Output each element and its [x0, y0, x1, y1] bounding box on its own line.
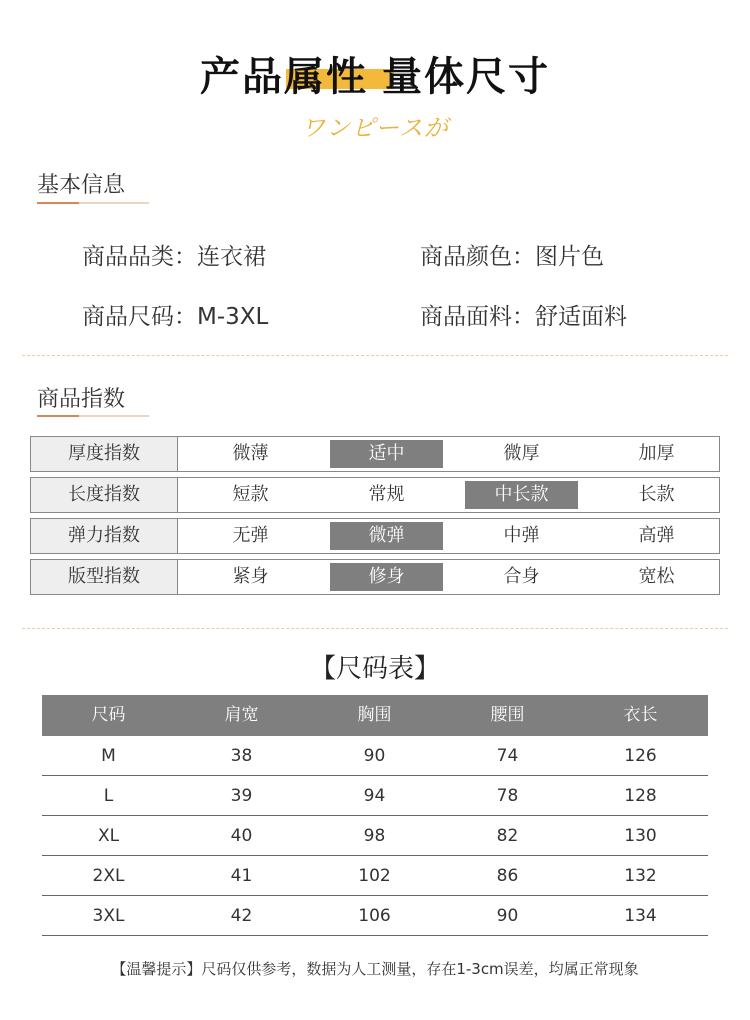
index-label: 厚度指数 — [31, 437, 178, 471]
index-label: 长度指数 — [31, 478, 178, 512]
divider — [22, 355, 728, 356]
index-label: 弹力指数 — [31, 519, 178, 553]
index-label: 版型指数 — [31, 560, 178, 594]
index-option-selected: 中长款 — [465, 481, 578, 509]
table-cell: 132 — [624, 866, 657, 886]
table-cell: 94 — [363, 786, 386, 806]
table-cell: 128 — [624, 786, 657, 806]
index-option: 短款 — [232, 484, 269, 505]
header-cell: 腰围 — [490, 705, 525, 725]
table-cell: 86 — [496, 866, 519, 886]
section-underline — [37, 202, 149, 204]
index-row — [30, 477, 720, 513]
table-cell: L — [103, 786, 114, 806]
header-cell: 衣长 — [623, 705, 658, 725]
table-cell: M — [101, 746, 116, 766]
title-part1: 产品属性 — [200, 54, 368, 100]
section-title-basic-info: 基本信息 — [37, 173, 126, 198]
subtitle: ワンピースが — [301, 114, 449, 142]
title-text — [200, 45, 550, 102]
info-category: 商品品类：连衣裙 — [82, 244, 266, 270]
tip-text: 【温馨提示】尺码仅供参考，数据为人工测量，存在1-3cm误差，均属正常现象 — [111, 960, 639, 978]
index-row — [30, 436, 720, 472]
info-color: 商品颜色：图片色 — [420, 244, 604, 270]
index-option: 微厚 — [503, 443, 540, 464]
table-cell: 126 — [624, 746, 657, 766]
divider — [22, 628, 728, 629]
table-row — [42, 856, 708, 896]
table-row — [42, 816, 708, 856]
table-cell: 38 — [230, 746, 253, 766]
index-option: 长款 — [638, 484, 675, 505]
info-key: 商品颜色 — [420, 244, 512, 270]
info-value: M-3XL — [197, 304, 269, 330]
index-option: 合身 — [503, 566, 540, 587]
table-cell: 2XL — [92, 866, 125, 886]
table-cell: 74 — [496, 746, 519, 766]
index-option: 中弹 — [503, 525, 540, 546]
table-cell: 42 — [230, 906, 253, 926]
header-cell: 胸围 — [357, 705, 392, 725]
size-table-header — [42, 695, 708, 736]
table-cell: 134 — [624, 906, 657, 926]
info-value: 连衣裙 — [197, 244, 266, 270]
table-cell: 40 — [230, 826, 253, 846]
table-cell: 41 — [230, 866, 253, 886]
index-row — [30, 559, 720, 595]
info-size: 商品尺码：M-3XL — [82, 304, 269, 330]
table-cell: 78 — [496, 786, 519, 806]
table-cell: 3XL — [92, 906, 125, 926]
info-key: 商品尺码 — [82, 304, 174, 330]
index-option-selected: 适中 — [330, 440, 443, 468]
table-row — [42, 776, 708, 816]
table-cell: 82 — [496, 826, 519, 846]
info-value: 舒适面料 — [535, 304, 627, 330]
index-option: 紧身 — [232, 566, 269, 587]
table-cell: 39 — [230, 786, 253, 806]
section-underline — [37, 415, 149, 417]
section-title-index: 商品指数 — [37, 387, 126, 412]
index-option-selected: 微弹 — [330, 522, 443, 550]
table-row — [42, 736, 708, 776]
header-cell: 肩宽 — [224, 705, 259, 725]
index-option: 加厚 — [638, 443, 675, 464]
table-row — [42, 896, 708, 936]
info-key: 商品面料 — [420, 304, 512, 330]
index-option: 无弹 — [232, 525, 269, 546]
info-key: 商品品类 — [82, 244, 174, 270]
index-row — [30, 518, 720, 554]
index-option-selected: 修身 — [330, 563, 443, 591]
index-option: 微薄 — [232, 443, 269, 464]
page-title — [0, 45, 750, 102]
table-cell: 130 — [624, 826, 657, 846]
title-part2: 量体尺寸 — [382, 54, 550, 100]
index-option: 宽松 — [638, 566, 675, 587]
table-cell: 90 — [363, 746, 386, 766]
table-cell: 98 — [363, 826, 386, 846]
table-cell: 90 — [496, 906, 519, 926]
size-table-title: 【尺码表】 — [309, 654, 440, 684]
header-cell: 尺码 — [91, 705, 126, 725]
index-option: 常规 — [368, 484, 405, 505]
table-cell: 102 — [358, 866, 391, 886]
info-fabric: 商品面料：舒适面料 — [420, 304, 627, 330]
table-cell: 106 — [358, 906, 391, 926]
table-cell: XL — [97, 826, 120, 846]
index-option: 高弹 — [638, 525, 675, 546]
info-value: 图片色 — [535, 244, 604, 270]
